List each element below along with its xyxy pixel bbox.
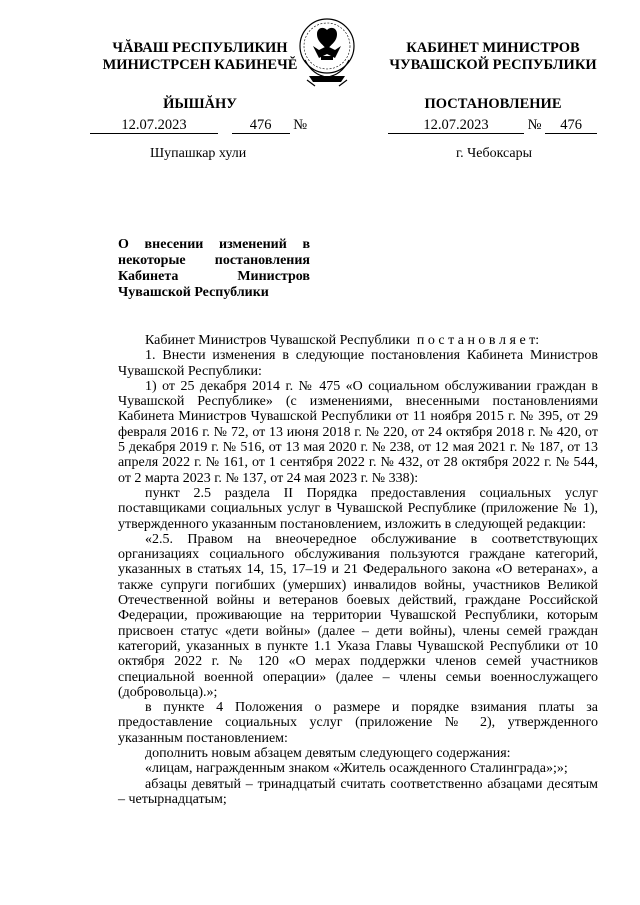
- paragraph: 1. Внести изменения в следующие постановления Кабинета Министров Чувашской Республики:: [118, 348, 598, 379]
- header-left-doctype: ЙЫШĂНУ: [163, 96, 237, 112]
- paragraph: «лицам, награжденным знаком «Житель осажденного Сталинграда»;»;: [145, 761, 568, 777]
- header-right-block: [383, 40, 603, 113]
- paragraph: пункт 2.5 раздела II Порядка предоставления социальных услуг поставщиками социальных услуг в Чувашской Республике (приложение № 1), утвержденного указанным постановлением, изложить в следующей редакции:: [118, 485, 598, 532]
- preamble-issuer: Кабинет Министров Чувашской Республики: [145, 333, 410, 348]
- header-left-line2: МИНИСТРСЕН КАБИНЕЧĔ: [102, 57, 298, 73]
- date-left: 12.07.2023: [90, 118, 218, 134]
- paragraph: абзацы девятый – тринадцатый считать соответственно абзацами десятым – четырнадцатым;: [118, 776, 598, 807]
- number-sign-right: №: [527, 117, 542, 133]
- number-right: 476: [545, 118, 597, 134]
- document-body: [118, 333, 598, 807]
- header-left-line1: ЧĂВАШ РЕСПУБЛИКИН: [112, 40, 288, 56]
- header-right-doctype: ПОСТАНОВЛЕНИЕ: [424, 96, 562, 112]
- paragraph: дополнить новым абзацем девятым следующего содержания:: [145, 746, 511, 762]
- preamble-resolves: п о с т а н о в л я е т:: [416, 333, 540, 348]
- number-sign-left: №: [293, 117, 308, 133]
- paragraph: в пункте 4 Положения о размере и порядке взимания платы за предоставление социальных услуг (приложение № 2), утвержденного указанным постановлением:: [118, 700, 598, 746]
- city-left: Шупашкар хули: [150, 146, 247, 161]
- paragraph: 1) от 25 декабря 2014 г. № 475 «О социальном обслуживании граждан в Чувашской Республике» (с изменениями, внесенными постановлениями Кабинета Министров Чувашской Республики от 11 ноября 2015 г. № 395, от 29 февраля 2016 г. № 72, от 13 июня 2018 г. № 220, от 24 октября 2018 г. № 420, от 5 декабря 2019 г. № 516, от 13 мая 2020 г. № 238, от 12 мая 2021 г. № 187, от 13 апреля 2022 г. № 161, от 1 сентября 2022 г. № 432, от 28 октября 2022 г. № 544, от 2 марта 2023 г. № 137, от 24 мая 2023 г. № 338):: [118, 378, 598, 486]
- header-right-line1: КАБИНЕТ МИНИСТРОВ: [406, 40, 580, 56]
- coat-of-arms-emblem: [297, 16, 357, 92]
- document-subject: О внесении изменений в некоторые постановления Кабинета Министров Чувашской Республики: [118, 237, 310, 300]
- city-right: г. Чебоксары: [456, 146, 533, 161]
- header-right-line2: ЧУВАШСКОЙ РЕСПУБЛИКИ: [389, 57, 597, 73]
- header-left-block: [90, 40, 310, 113]
- number-left: 476: [232, 118, 290, 134]
- date-number-right: [388, 117, 597, 134]
- paragraph: «2.5. Правом на внеочередное обслуживание в соответствующих организациях социального обслуживания пользуются граждане категорий, указанных в статьях 14, 15, 17–19 и 21 Федерального закона «О ветеранах», а также супруги погибших (умерших) инвалидов войны, участников Великой Отечественной войны и ветеранов боевых действий, граждане Российской Федерации, проживающие на территории Чувашской Республики, которым присвоен статус «дети войны» (далее – дети войны), члены семей граждан категорий, указанных в пункте 1.1 Указа Главы Чувашской Республики от 10 октября 2022 г. № 120 «О мерах поддержки членов семей участников специальной военной операции» (далее – члены семьи военнослужащего (добровольца).»;: [118, 531, 598, 700]
- date-right: 12.07.2023: [388, 118, 524, 134]
- date-number-left: [90, 117, 307, 134]
- preamble: [118, 333, 598, 348]
